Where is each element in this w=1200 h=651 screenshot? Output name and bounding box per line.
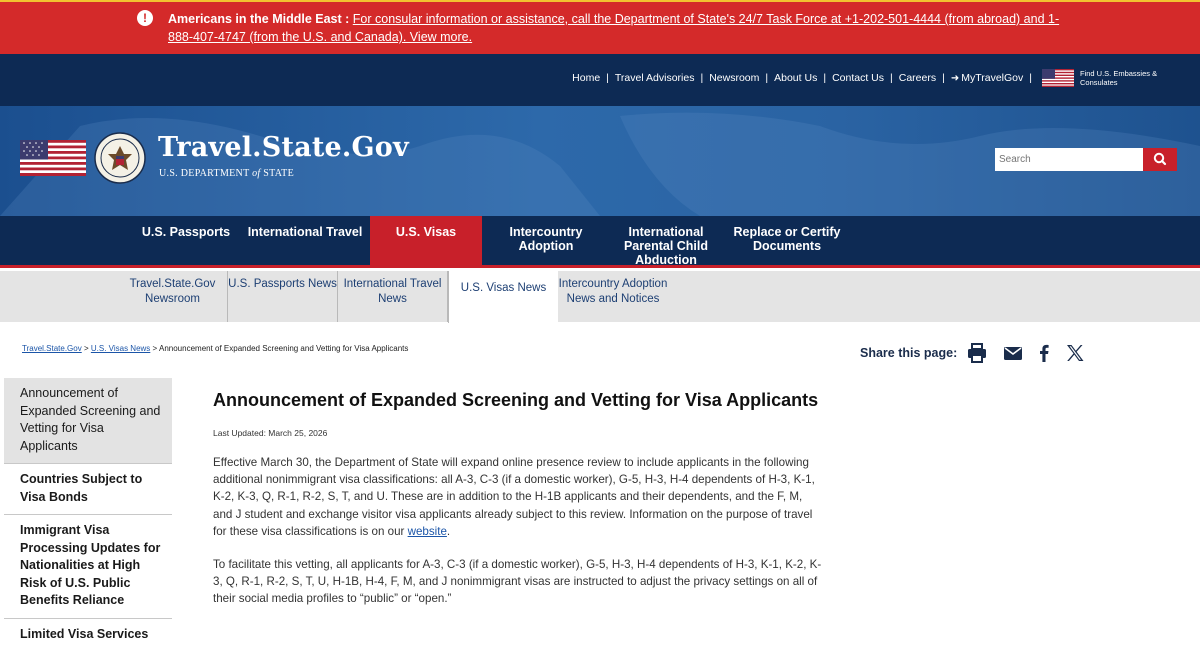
sub-nav	[0, 271, 1200, 322]
article-paragraph-2: To facilitate this vetting, all applicants for A-3, C-3 (if a domestic worker), G-5, H-3, H-4 dependents of H-3, K-1, K-2, K-3, Q, R-1, R-2, S, T, U, H-1B, H-4, F, M, and J nonimmigrant visas are instructed to adjust the privacy settings on all of their social media profiles to “public” or “open.”	[213, 556, 823, 608]
main-nav-international-travel[interactable]: International Travel	[245, 216, 365, 268]
site-subtitle	[159, 168, 294, 179]
alert-link[interactable]: For consular information or assistance, call the Department of State's 24/7 Task Force at +1-202-501-4444 (from abroad) and 1-888-407-4747 (from the U.S. and Canada). View more.	[168, 12, 1059, 44]
site-subtitle-of: of	[252, 168, 260, 179]
login-icon: ➜	[951, 73, 959, 84]
util-link-home[interactable]: Home	[572, 72, 600, 84]
last-updated: Last Updated: March 25, 2026	[213, 428, 823, 438]
util-link-travel-advisories[interactable]: Travel Advisories	[615, 72, 695, 84]
breadcrumb	[22, 344, 408, 353]
separator: |	[823, 72, 826, 84]
department-seal-logo	[94, 132, 146, 184]
email-icon[interactable]	[1003, 343, 1023, 363]
utility-nav	[0, 54, 1200, 106]
sidebar-item-limited-visa-services[interactable]: Limited Visa Services	[4, 619, 172, 651]
separator: |	[765, 72, 768, 84]
util-link-about-us[interactable]: About Us	[774, 72, 817, 84]
sidebar-item-immigrant-visa-processing[interactable]: Immigrant Visa Processing Updates for Nationalities at High Risk of U.S. Public Benefits Reliance	[4, 515, 172, 619]
share-label: Share this page:	[860, 346, 957, 360]
article-paragraph-1-end: .	[447, 525, 450, 538]
page-title: Announcement of Expanded Screening and Vetting for Visa Applicants	[213, 388, 823, 412]
x-icon[interactable]	[1065, 343, 1085, 363]
sidebar-nav	[4, 378, 172, 651]
sidebar-item-visa-bonds[interactable]: Countries Subject to Visa Bonds	[4, 464, 172, 515]
main-nav-intercountry-adoption[interactable]: Intercountry Adoption	[500, 216, 592, 268]
us-flag-icon	[20, 140, 86, 176]
breadcrumb-current: Announcement of Expanded Screening and Vetting for Visa Applicants	[159, 344, 408, 353]
util-link-contact-us[interactable]: Contact Us	[832, 72, 884, 84]
site-subtitle-pre: U.S. DEPARTMENT	[159, 168, 252, 179]
main-nav-parental-child-abduction[interactable]: International Parental Child Abduction	[616, 216, 716, 268]
website-link[interactable]: website	[408, 525, 447, 538]
site-subtitle-post: STATE	[261, 168, 295, 179]
util-link-careers[interactable]: Careers	[899, 72, 936, 84]
us-flag-icon	[1042, 69, 1074, 87]
main-nav-replace-certify-documents[interactable]: Replace or Certify Documents	[730, 216, 844, 268]
article-paragraph-1	[213, 454, 823, 540]
util-link-newsroom[interactable]: Newsroom	[709, 72, 759, 84]
separator: |	[700, 72, 703, 84]
sub-nav-international-travel-news[interactable]: International Travel News	[338, 271, 448, 322]
separator: |	[890, 72, 893, 84]
separator: |	[606, 72, 609, 84]
alert-text	[168, 10, 1068, 46]
separator: |	[1029, 72, 1032, 84]
util-link-mytravelgov[interactable]: MyTravelGov	[961, 72, 1023, 84]
search-input[interactable]	[995, 148, 1143, 171]
main-nav-us-passports[interactable]: U.S. Passports	[136, 216, 236, 268]
main-nav-us-visas[interactable]: U.S. Visas	[370, 216, 482, 268]
breadcrumb-separator: >	[153, 344, 158, 353]
breadcrumb-separator: >	[84, 344, 89, 353]
alert-lead: Americans in the Middle East :	[168, 12, 349, 26]
separator: |	[942, 72, 945, 84]
main-nav	[0, 216, 1200, 268]
article-paragraph-1-text: Effective March 30, the Department of State will expand online presence review to include applicants in the following additional nonimmigrant visa classifications: all A-3, C-3 (if a domestic worker), G-5, H-3, H-4 dependents of H-3, K-1, K-2, K-3, Q, R-1, R-2, S, T, and U. These are in addition to the H-1B applicants and their dependents, and the F, M, and J student and exchange visitor visa applicants already subject to this review. Information on the purpose of travel for these visa classifications is on our	[213, 456, 815, 538]
alert-icon: !	[137, 10, 153, 26]
sub-nav-us-visas-news[interactable]: U.S. Visas News	[448, 271, 558, 323]
sub-nav-newsroom[interactable]: Travel.State.Gov Newsroom	[118, 271, 228, 322]
search-icon	[1143, 148, 1177, 171]
facebook-icon[interactable]	[1034, 343, 1054, 363]
sub-nav-passports-news[interactable]: U.S. Passports News	[228, 271, 338, 322]
print-icon[interactable]	[967, 343, 987, 363]
site-title[interactable]: Travel.State.Gov	[158, 132, 409, 163]
breadcrumb-section[interactable]: U.S. Visas News	[91, 344, 150, 353]
article	[213, 388, 823, 608]
sub-nav-adoption-news[interactable]: Intercountry Adoption News and Notices	[558, 271, 668, 322]
search-button[interactable]	[1143, 148, 1177, 171]
breadcrumb-home[interactable]: Travel.State.Gov	[22, 344, 82, 353]
alert-banner	[0, 0, 1200, 54]
sidebar-item-expanded-screening[interactable]: Announcement of Expanded Screening and Vetting for Visa Applicants	[4, 378, 172, 464]
util-link-embassies[interactable]: Find U.S. Embassies & Consulates	[1080, 69, 1160, 87]
